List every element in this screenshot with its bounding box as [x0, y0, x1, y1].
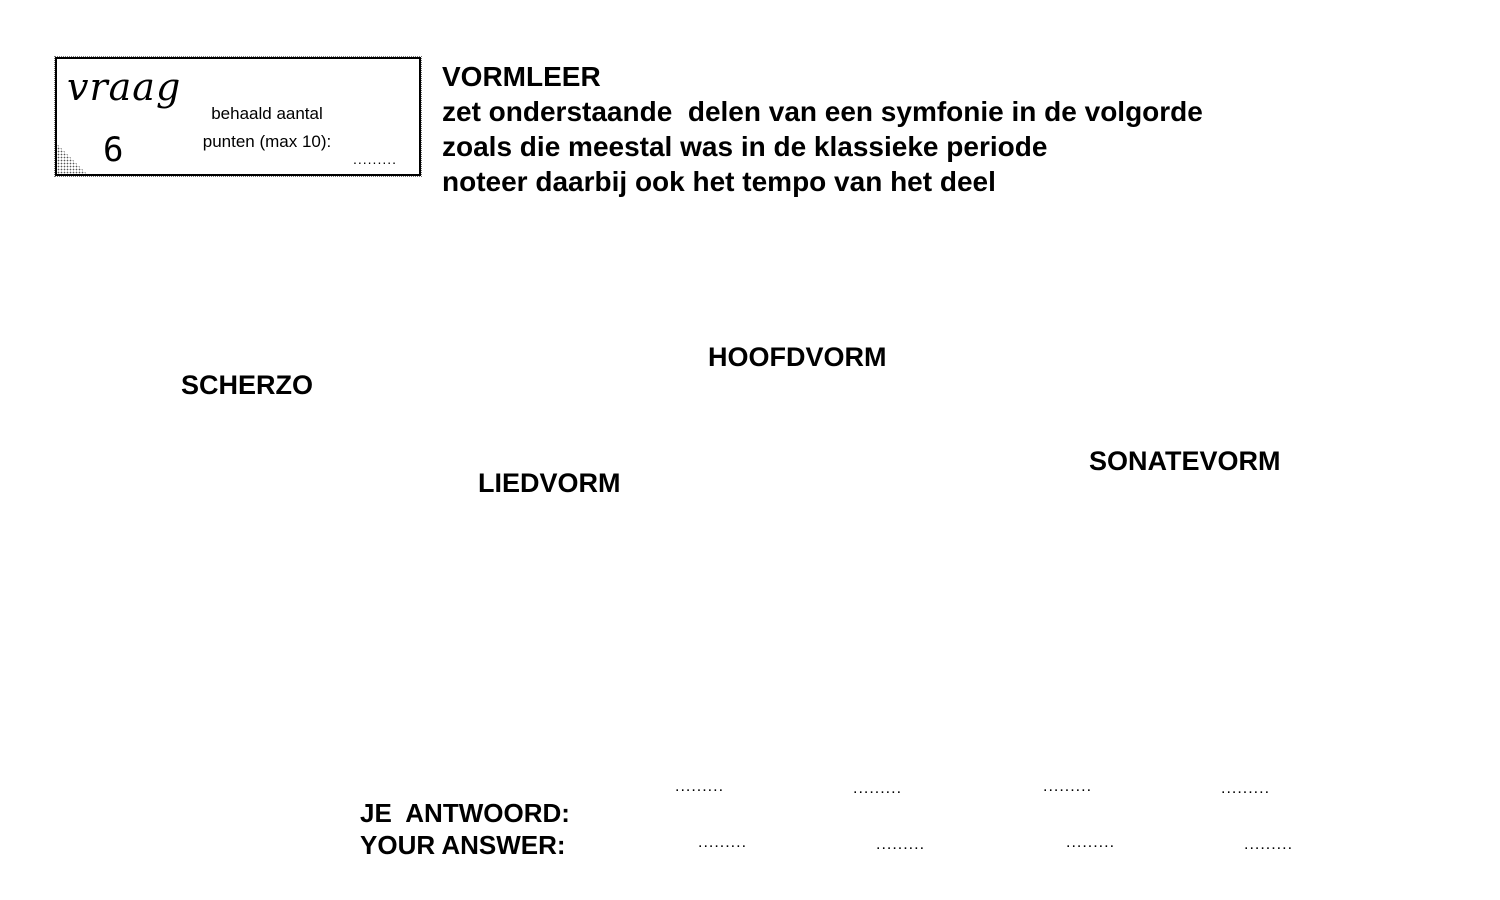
- score-label: behaald aantal punten (max 10):: [202, 104, 332, 151]
- term-sonatevorm: SONATEVORM: [1089, 446, 1281, 476]
- answer-blank[interactable]: .........: [1066, 834, 1116, 851]
- instructions: [442, 59, 1203, 199]
- answer-blank[interactable]: .........: [698, 834, 748, 851]
- instructions-line: zet onderstaande delen van een symfonie in de volgorde: [442, 96, 1203, 127]
- question-number: 6: [103, 130, 124, 170]
- term-hoofdvorm: HOOFDVORM: [708, 342, 887, 372]
- answer-blank[interactable]: .........: [1221, 780, 1271, 797]
- answer-blank[interactable]: .........: [675, 778, 725, 795]
- dither-pattern: [57, 144, 87, 174]
- score-box: [55, 57, 421, 176]
- term-liedvorm: LIEDVORM: [478, 468, 621, 498]
- answer-blank[interactable]: .........: [853, 780, 903, 797]
- answer-label-nl: JE ANTWOORD:: [360, 798, 570, 828]
- answer-blank[interactable]: .........: [1043, 778, 1093, 795]
- score-input-blank[interactable]: .........: [353, 151, 398, 167]
- answer-label-en: YOUR ANSWER:: [360, 830, 566, 860]
- term-scherzo: SCHERZO: [181, 370, 314, 400]
- answer-blank[interactable]: .........: [876, 836, 926, 853]
- instructions-title: VORMLEER: [442, 61, 601, 92]
- instructions-line: zoals die meestal was in de klassieke periode: [442, 131, 1048, 162]
- question-label: vraag: [67, 65, 182, 109]
- instructions-line: noteer daarbij ook het tempo van het deel: [442, 166, 996, 197]
- answer-blank[interactable]: .........: [1244, 836, 1294, 853]
